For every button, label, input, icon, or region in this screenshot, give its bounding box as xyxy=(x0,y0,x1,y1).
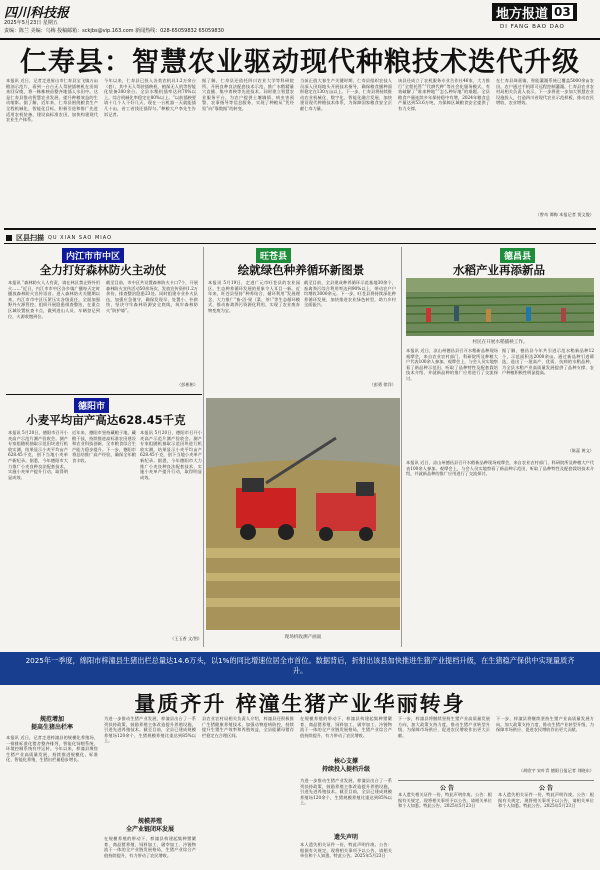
section-title: 地方报道 xyxy=(496,6,549,22)
pig-column-3: 县农业农村局相关负责人介绍，梓潼县还积极推广生猪健康养殖技术，加强动物疫病防控，持续提升生猪生产效率和养殖效益，全县能繁母猪存栏稳定在合理区间。 xyxy=(202,716,294,738)
story-rule xyxy=(6,394,202,395)
story-label-deyang: 德阳市 xyxy=(74,398,109,413)
photo-caption-dechang: 村民在开展水稻插秧工作。 xyxy=(472,340,528,345)
pig-column-5: 下一步，梓潼县将继续坚持生猪产业高质量发展方向，加大政策支持力度，推动生猪产业转型升级，为保障市场供应、促进农民增收作出更大贡献。 xyxy=(398,716,490,738)
strip-rule xyxy=(4,243,596,244)
notices-area xyxy=(398,780,594,868)
notice-heading: 遗失声明 xyxy=(333,834,358,841)
notice-body: 本人遗失相关证件一份，特此声明作废。公告：根据有关规定，现将相关事项予以公告，请相关单位和个人知悉。特此公告。2025年5月23日 xyxy=(300,842,392,859)
lead-column-5: 该县还成立了农机服务专业合作社46家，大力推行“全程托管”“代耕代种”等社会化服务模式，有效破解了“谁来种地”“怎么种好地”的难题。全县粮食产量连续多年保持稳中有增，2024年粮食总产量达到53.6万吨，为保障区域粮食安全提供了有力支撑。 xyxy=(398,78,490,111)
lead-column-2: 今年以来，仁寿县已投入各类农机具1.2万余台（套），其中无人驾驶插秧机、植保无人机等智能化装备300余台。全县水稻机插率达到70%以上，综合机械化率稳定在80%以上。“以前插秧要请十几个人干好几天，现在一台机器一天就能插几十亩，省工省钱还插得匀。”种粮大户李先生告诉记者。 xyxy=(104,78,196,117)
story-body-deyang-1: 本报讯 5月20日，德阳市召开小麦高产示范片测产验收会。测产专家组随机抽取示范田块进行机收实测，结果显示小麦平均亩产628.45千克，创下当地小麦单产新纪录。据悉，今年德阳市大力推广小麦良种良法配套技术，实施小麦单产提升行动，取得明显成效。 xyxy=(8,430,68,480)
story-label-dechang: 德昌县 xyxy=(500,248,535,263)
editor-line: 责编：陈兰 美编：乌梅 投稿邮箱：sckjbs@vip.163.com 新闻热线：028-65059832 65059830 xyxy=(4,28,224,34)
story-byline-neijiang: （彭彬彬） xyxy=(177,382,198,387)
pig-subhead-3: 规模养殖 全产业链闭环发展 xyxy=(125,818,174,833)
pig-subhead-1: 规范增加 提高生猪出栏率 xyxy=(30,716,73,731)
story-body-dechang-3: 本报讯 近日，凉山州德昌县召开水稻新品种现场观摩会，来自农业农村部门、科研院所及种粮大户代表100余人参加。观摩会上，与会人员实地察看了新品种示范田，听取了品种特性及配套栽培技术介绍，并就新品种的推广应用进行了交流探讨。 xyxy=(406,460,594,477)
story-body-dechang-1: 本报讯 近日，凉山州德昌县召开水稻新品种现场观摩会，来自农业农村部门、科研院所及种粮大户代表100余人参加。观摩会上，与会人员实地察看了新品种示范田，听取了品种特性及配套栽培技术介绍，并就新品种的推广应用进行了交流探讨。 xyxy=(406,348,498,381)
lead-column-1: 本报讯 近日，记者走进眉山市仁寿县宝飞镇万亩粮油示范片，看到一台台无人驾驶插秧机在田间来回穿梭，将一株株秧苗整齐地插入水田中。这是仁寿县推动智慧农业发展、提升种粮效益的生动缩影。据了解，近年来，仁寿县围绕粮食生产全程机械化、智能化目标，积极引进和推广先进适用农机装备，建设高标准农田，加快构建现代农业生产体系。 xyxy=(6,78,98,123)
photo-caption-deyang: 现场机收测产画面 xyxy=(284,635,322,640)
story-byline-wangcang: （彭勇 徐洋） xyxy=(369,382,396,387)
pig-column-2: 为进一步推动生猪产业发展，梓潼县出台了一系列扶持政策，鼓励养殖主体改造提升养殖设施，引进先进养殖技术。截至目前，全县已建成规模养殖场120余个，生猪规模养殖比重达到85%以上。 xyxy=(104,716,196,744)
photo-wheat-harvest xyxy=(206,398,400,630)
notice-title-2: 公 告 xyxy=(538,785,554,792)
harvest-image xyxy=(206,398,400,630)
pig-story-banner: 2025年一季度，绵阳市梓潼县生猪出栏总量达14.6万头，以1%的同比增速位居全市首位。数据背后，折射出该县加快推进生猪产业提档升级，在生猪稳产保供中实现量质齐升。 xyxy=(0,652,600,685)
lead-byline: （曾奇 谭梅 本报记者 贾文俊） xyxy=(535,212,594,217)
lead-column-6: 在仁寿县珠嘉镇，智能灌溉系统已覆盖5000余亩农田，农户通过手机即可远程控制灌溉。仁寿县农业农村局相关负责人表示，下一步将进一步加大智慧农业设施投入，打造四川省现代农业示范样板，推动农民增收、农业增效。 xyxy=(496,78,594,106)
photo-rice-planting xyxy=(406,278,594,336)
section-divider xyxy=(4,228,596,230)
story-body-neijiang-1: 本报讯 “森林防火人人有责，请在林区禁止野外用火……”近日，内江市市中区各乡镇广播每天定时播放森林防火宣传语音。进入森林防火关键期以来，内江市市中区压紧压实各级责任，全面加强野外火源管控，组织开展隐患排查整治，在重点区域设置检查卡点，做到进山人员、车辆登记到位，火源收缴到位。 xyxy=(8,280,100,319)
story-body-dechang-2: 据了解，德昌县今年共引进示范水稻新品种12个，示范面积达2000余亩。通过新品种引进筛选，选出了一批高产、优质、抗病的水稻品种，为全县水稻产业高质量发展提供了品种支撑，农户种植积极性明显提高。 xyxy=(502,348,594,376)
story-body-deyang-3: 本报讯 5月20日，德阳市召开小麦高产示范片测产验收会。测产专家组随机抽取示范田块进行机收实测，结果显示小麦平均亩产628.45千克，创下当地小麦单产新纪录。据悉，今年德阳市大力推广小麦良种良法配套技术，实施小麦单产提升行动，取得明显成效。 xyxy=(140,430,202,480)
lead-column-4: 当前正值大春生产关键时期，仁寿县组织农技人员深入田间地头开展技术指导，确保粮食播种面积稳定在130万亩以上。下一步，仁寿县将持续推动农业机械化、数字化、智能化融合发展，加快建设现代种粮技术体系，为保障国家粮食安全贡献仁寿力量。 xyxy=(300,78,392,111)
rice-field-image xyxy=(406,278,594,336)
story-byline-deyang: （王玉香 文/图） xyxy=(169,636,202,641)
pig-column-1: 本报讯 近日，记者走进梓潼县的规模化养殖场，一排排标准化猪舍整齐排列，智能化饲喂系统、环境控制系统有序运转。今年以来，梓潼县聚焦生猪产业高质量发展，持续推进规模化、标准化、智能化养殖，生猪出栏量稳步增长。 xyxy=(6,735,98,763)
story-body-wangcang-1: 本报讯 5月19日，走进广元市旺苍县的农业园区，生态种养循环发展的景象令人耳目一新。近年来，旺苍县坚持“种养结合、循环利用”发展理念，大力推广“畜-沼-果（菜、茶）”等生态循环模式，推动畜禽粪污资源化利用，实现了农业废弃物变废为宝。 xyxy=(208,280,300,313)
story-body-wangcang-2: 截至目前，全县建成种养循环示范基地30余个，畜禽粪污综合利用率达到90%以上，带动农户户均增收3000余元。下一步，旺苍县将持续深化种养循环发展，加快推进农业绿色转型，助力乡村全面振兴。 xyxy=(304,280,396,308)
strip-title xyxy=(6,233,112,243)
story-body-deyang-2: 近年来，德阳市坚持藏粮于地、藏粮于技，持续推进高标准农田建设和农业科技创新，全市粮食综合生产能力稳步提升。下一步，德阳市将总结推广高产经验，确保全年粮食丰收。 xyxy=(72,430,136,463)
pig-column-4: 在规模养殖的带动下，梓潼县构建起集种猪繁育、商品猪养殖、饲料加工、屠宰加工、冷链物流于一体的全产业链发展格局，生猪产业综合产值持续提升，有力带动了农民增收。 xyxy=(300,716,392,738)
page-number: 03 xyxy=(554,5,571,19)
lead-column-3: 据了解，仁寿县还依托四川农业大学等科研院所，开展良种良法配套技术示范，推广水稻精量穴直播、集中育秧等先进技术。同时建立智慧农业服务平台，为农户提供土壤墒情、病虫害预警、农事指导等信息服务，实现了种粮从“凭经验”向“靠数据”的转变。 xyxy=(202,78,294,111)
story-label-neijiang: 内江市市中区 xyxy=(62,248,124,263)
story-byline-dechang: （陈蕊 黄文） xyxy=(567,448,594,453)
masthead: 四川科技报 xyxy=(4,6,70,21)
story-label-wangcang: 旺苍县 xyxy=(256,248,291,263)
section-badge xyxy=(492,3,577,21)
story-body-neijiang-2: 截至目前，市中区共设置森林防火卡口7个，开展森林防火宣传活动50余场次，发放宣传资料1.2万余份，排查整治隐患23处。同时组建专业扑火队伍，加强应急值守，确保发现早、处置小、扑救快，坚决守牢森林资源安全底线，筑牢森林防火“防护墙”。 xyxy=(106,280,198,313)
column-divider xyxy=(203,247,204,647)
story-headline-neijiang: 全力打好森林防火主动仗 xyxy=(39,263,167,277)
section-pinyin: DI FANG BAO DAO xyxy=(500,24,565,30)
page-header xyxy=(0,0,600,40)
story-headline-dechang: 水稻产业再添新品 xyxy=(453,263,545,277)
story-headline-wangcang: 绘就绿色种养循环新图景 xyxy=(237,263,365,277)
pig-column-6: 下一步，梓潼县将继续坚持生猪产业高质量发展方向，加大政策支持力度，推动生猪产业转型升级，为保障市场供应、促进农民增收作出更大贡献。 xyxy=(496,716,594,733)
notice-title-1: 公 告 xyxy=(439,785,455,792)
pig-column-2b: 在规模养殖的带动下，梓潼县构建起集种猪繁育、商品猪养殖、饲料加工、屠宰加工、冷链物流于一体的全产业链发展格局，生猪产业综合产值持续提升，有力带动了农民增收。 xyxy=(104,836,196,858)
pig-column-4b: 为进一步推动生猪产业发展，梓潼县出台了一系列扶持政策，鼓励养殖主体改造提升养殖设施，引进先进养殖技术。截至目前，全县已建成规模养殖场120余个，生猪规模养殖比重达到85%以上。 xyxy=(300,778,392,806)
pig-subhead-2: 核心支撑 持续投入提档升级 xyxy=(321,758,370,773)
story-headline-deyang: 小麦平均亩产高达628.45千克 xyxy=(26,413,186,427)
strip-pinyin: QU XIAN SAO MIAO xyxy=(48,235,113,241)
pig-byline: （胡欣宇 宋叶青 德阳日报记者 刘晓东） xyxy=(518,768,594,773)
notice-text-1: 本人遗失相关证件一份，特此声明作废。公告：根据有关规定，现将相关事项予以公告，请相关单位和个人知悉。特此公告。2025年5月23日 xyxy=(398,792,492,809)
notice-text-2: 本人遗失相关证件一份，特此声明作废。公告：根据有关规定，现将相关事项予以公告，请相关单位和个人知悉。特此公告。2025年5月23日 xyxy=(498,792,594,809)
pig-story-headline: 量质齐升 梓潼生猪产业华丽转身 xyxy=(134,692,466,716)
strip-title-text: 区县扫描 xyxy=(16,234,44,242)
column-divider xyxy=(401,247,402,647)
date-line: 2025年5月23日 星期五 xyxy=(4,20,58,26)
square-icon xyxy=(6,235,12,241)
lead-headline: 仁寿县：智慧农业驱动现代种粮技术迭代升级 xyxy=(20,47,580,78)
